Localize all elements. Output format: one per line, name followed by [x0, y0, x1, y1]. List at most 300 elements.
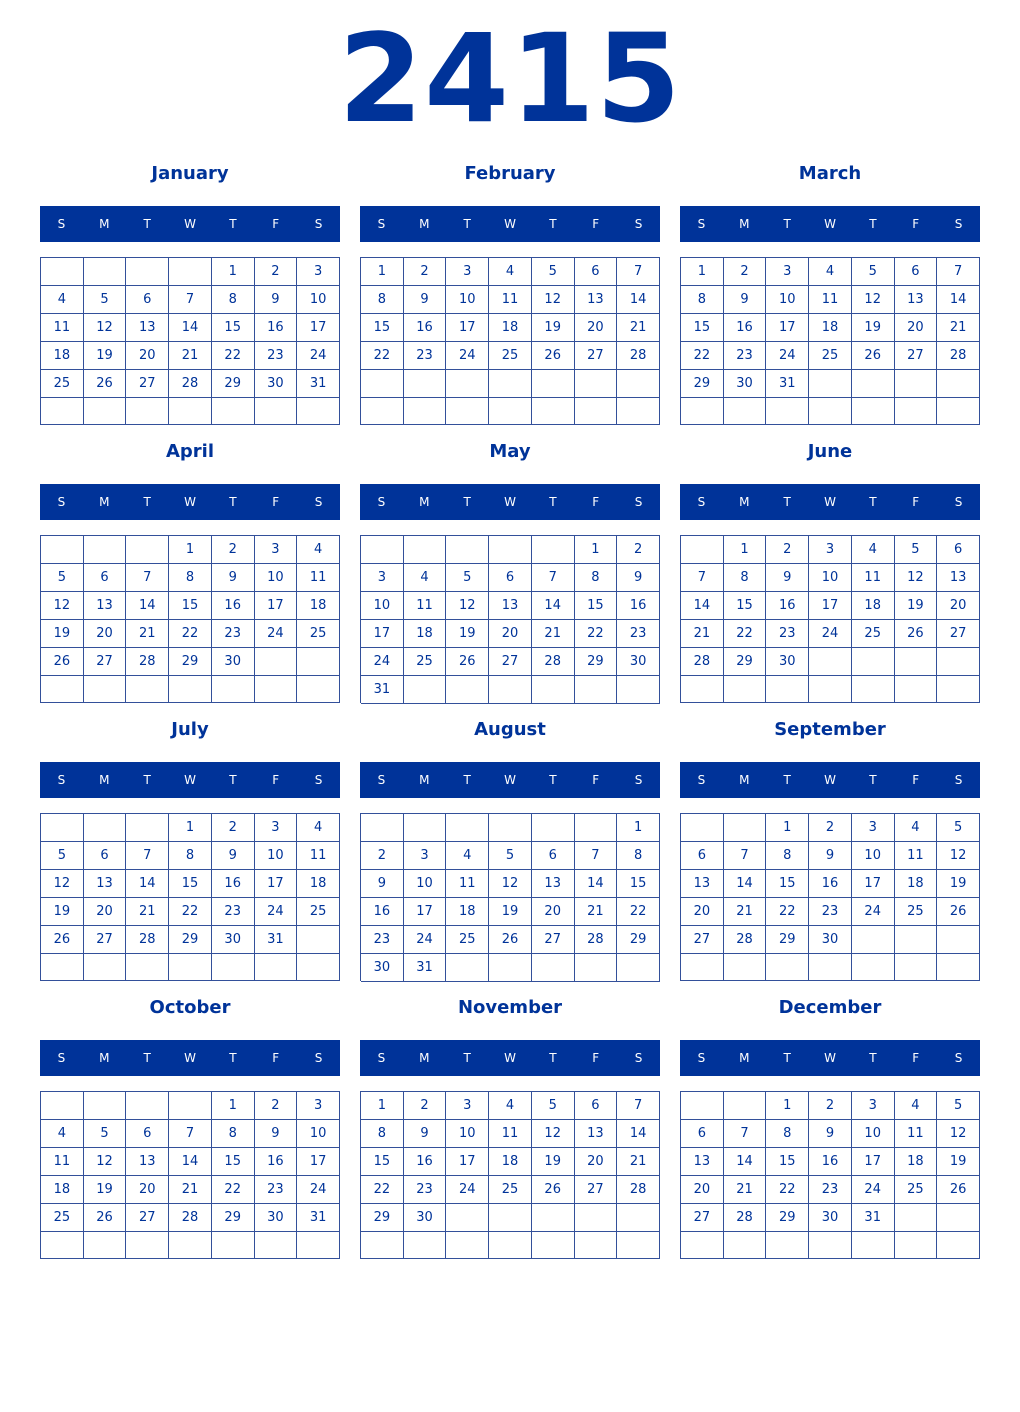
- day-cell: 3: [255, 536, 298, 564]
- weekday-label: W: [504, 773, 516, 787]
- day-cell: 9: [809, 842, 852, 870]
- day-cell: 10: [852, 842, 895, 870]
- day-cell: 29: [212, 370, 255, 398]
- day-cell: 11: [489, 286, 532, 314]
- day-cell: 20: [84, 620, 127, 648]
- day-cell: 1: [724, 536, 767, 564]
- day-cell: 12: [895, 564, 938, 592]
- day-cell: 6: [84, 842, 127, 870]
- weekday-label: M: [739, 773, 750, 787]
- day-cell: 27: [126, 1204, 169, 1232]
- day-cell: [84, 536, 127, 564]
- day-cell: 4: [297, 814, 340, 842]
- day-cell: 17: [809, 592, 852, 620]
- day-cell: 5: [489, 842, 532, 870]
- day-cell: 25: [489, 342, 532, 370]
- day-cell: 6: [532, 842, 575, 870]
- day-cell: [446, 1204, 489, 1232]
- day-cell: [532, 1204, 575, 1232]
- day-cell: [937, 1232, 980, 1259]
- weekday-label: M: [99, 1051, 110, 1065]
- month-name: December: [778, 997, 882, 1018]
- day-cell: [446, 954, 489, 982]
- day-cell: [724, 398, 767, 425]
- day-cell: 12: [41, 592, 84, 620]
- day-cell: 17: [852, 870, 895, 898]
- day-cell: 16: [809, 1148, 852, 1176]
- day-cell: 25: [41, 1204, 84, 1232]
- day-cell: 18: [41, 1176, 84, 1204]
- day-cell: 14: [724, 1148, 767, 1176]
- day-cell: 1: [212, 258, 255, 286]
- weekday-label: F: [592, 495, 600, 509]
- weekday-label: F: [592, 773, 600, 787]
- weekday-label: T: [549, 495, 557, 509]
- day-cell: [724, 1092, 767, 1120]
- day-cell: 28: [575, 926, 618, 954]
- day-cell: [126, 258, 169, 286]
- day-cell: 2: [212, 814, 255, 842]
- day-cell: 1: [169, 536, 212, 564]
- day-cell: 30: [809, 926, 852, 954]
- day-cell: 26: [84, 370, 127, 398]
- day-cell: 11: [41, 314, 84, 342]
- day-cell: [766, 1232, 809, 1259]
- day-cell: 31: [766, 370, 809, 398]
- day-cell: 4: [895, 814, 938, 842]
- day-cell: 9: [255, 1120, 298, 1148]
- year-title: 2415: [338, 8, 682, 150]
- day-cell: [575, 398, 618, 426]
- day-cell: 23: [212, 620, 255, 648]
- day-cell: 18: [404, 620, 447, 648]
- day-cell: 26: [937, 898, 980, 926]
- day-cell: 18: [895, 1148, 938, 1176]
- day-cell: [361, 536, 404, 564]
- day-cell: 15: [212, 314, 255, 342]
- day-cell: [169, 398, 212, 425]
- day-cell: 19: [532, 314, 575, 342]
- day-cell: [404, 814, 447, 842]
- month-name: March: [798, 163, 862, 184]
- day-cell: [404, 370, 447, 398]
- day-cell: [532, 536, 575, 564]
- day-cell: 23: [212, 898, 255, 926]
- weekday-label: T: [143, 217, 151, 231]
- day-cell: [41, 258, 84, 286]
- day-cell: [41, 676, 84, 703]
- day-cell: 25: [809, 342, 852, 370]
- day-cell: 27: [937, 620, 980, 648]
- day-cell: 1: [361, 258, 404, 286]
- day-cell: 24: [255, 620, 298, 648]
- day-cell: [937, 398, 980, 425]
- day-cell: [404, 676, 447, 704]
- day-cell: 28: [724, 1204, 767, 1232]
- day-cell: 29: [169, 648, 212, 676]
- day-cell: 8: [212, 286, 255, 314]
- day-cell: 18: [852, 592, 895, 620]
- day-cell: 8: [724, 564, 767, 592]
- day-cell: [84, 814, 127, 842]
- month-name: May: [489, 441, 531, 462]
- day-cell: 5: [84, 1120, 127, 1148]
- day-cell: 10: [404, 870, 447, 898]
- day-cell: 14: [126, 870, 169, 898]
- weekday-label: F: [912, 773, 920, 787]
- day-cell: 21: [617, 1148, 660, 1176]
- day-cell: 2: [617, 536, 660, 564]
- day-cell: 20: [575, 314, 618, 342]
- day-cell: 2: [724, 258, 767, 286]
- day-cell: 5: [852, 258, 895, 286]
- day-cell: 14: [617, 286, 660, 314]
- day-cell: 22: [724, 620, 767, 648]
- day-cell: 12: [446, 592, 489, 620]
- weekday-label: S: [377, 495, 386, 509]
- day-cell: 22: [681, 342, 724, 370]
- day-cell: 15: [212, 1148, 255, 1176]
- day-cell: [404, 536, 447, 564]
- day-cell: 30: [255, 1204, 298, 1232]
- day-cell: 26: [84, 1204, 127, 1232]
- weekday-label: W: [504, 217, 516, 231]
- day-cell: 6: [895, 258, 938, 286]
- day-cell: 25: [446, 926, 489, 954]
- day-cell: 22: [169, 620, 212, 648]
- day-cell: [489, 676, 532, 704]
- day-cell: [895, 370, 938, 398]
- day-cell: 1: [766, 1092, 809, 1120]
- day-cell: 22: [617, 898, 660, 926]
- day-cell: 28: [617, 1176, 660, 1204]
- day-cell: [489, 398, 532, 426]
- day-cell: 6: [575, 1092, 618, 1120]
- day-cell: [446, 536, 489, 564]
- day-cell: 30: [255, 370, 298, 398]
- day-cell: [809, 954, 852, 981]
- day-cell: 16: [724, 314, 767, 342]
- day-cell: 24: [361, 648, 404, 676]
- day-cell: 29: [361, 1204, 404, 1232]
- day-cell: 30: [212, 926, 255, 954]
- day-cell: 30: [724, 370, 767, 398]
- day-cell: 6: [126, 286, 169, 314]
- day-cell: 10: [446, 286, 489, 314]
- day-cell: 24: [404, 926, 447, 954]
- day-cell: 20: [489, 620, 532, 648]
- weekday-label: T: [463, 495, 471, 509]
- weekday-header: [680, 1040, 980, 1076]
- day-cell: [169, 1232, 212, 1259]
- day-cell: 3: [255, 814, 298, 842]
- weekday-label: F: [272, 1051, 280, 1065]
- day-cell: 4: [404, 564, 447, 592]
- day-cell: 21: [575, 898, 618, 926]
- weekday-header: [360, 484, 660, 520]
- day-cell: 21: [617, 314, 660, 342]
- day-cell: [84, 398, 127, 425]
- day-cell: 14: [169, 1148, 212, 1176]
- weekday-label: F: [272, 217, 280, 231]
- day-cell: 12: [489, 870, 532, 898]
- day-cell: 10: [361, 592, 404, 620]
- day-cell: 13: [489, 592, 532, 620]
- day-cell: 5: [41, 564, 84, 592]
- day-cell: [297, 676, 340, 703]
- day-cell: 11: [809, 286, 852, 314]
- day-cell: 20: [126, 1176, 169, 1204]
- day-cell: 28: [126, 926, 169, 954]
- day-cell: 1: [766, 814, 809, 842]
- day-cell: 24: [766, 342, 809, 370]
- day-cell: 13: [681, 870, 724, 898]
- day-cell: [937, 954, 980, 981]
- day-cell: 3: [852, 814, 895, 842]
- day-cell: 27: [532, 926, 575, 954]
- day-cell: 13: [895, 286, 938, 314]
- day-cell: 18: [446, 898, 489, 926]
- month-name: February: [464, 163, 556, 184]
- day-cell: 27: [84, 926, 127, 954]
- day-cell: [532, 814, 575, 842]
- day-cell: [766, 398, 809, 425]
- day-cell: 29: [169, 926, 212, 954]
- day-cell: [681, 814, 724, 842]
- weekday-label: F: [912, 495, 920, 509]
- day-cell: [724, 1232, 767, 1259]
- month-name: January: [151, 163, 229, 184]
- weekday-label: W: [184, 495, 196, 509]
- day-grid: [40, 1091, 340, 1259]
- day-cell: 7: [575, 842, 618, 870]
- day-cell: 24: [852, 898, 895, 926]
- day-cell: 3: [809, 536, 852, 564]
- weekday-label: T: [783, 217, 791, 231]
- day-cell: 16: [361, 898, 404, 926]
- weekday-header: [680, 206, 980, 242]
- day-cell: 1: [212, 1092, 255, 1120]
- day-cell: 11: [446, 870, 489, 898]
- day-cell: [169, 676, 212, 703]
- day-cell: 16: [212, 870, 255, 898]
- day-cell: [895, 1232, 938, 1259]
- day-cell: 26: [532, 1176, 575, 1204]
- day-cell: 6: [937, 536, 980, 564]
- day-cell: [575, 954, 618, 982]
- weekday-label: M: [739, 217, 750, 231]
- weekday-label: S: [57, 1051, 66, 1065]
- day-cell: 27: [895, 342, 938, 370]
- day-cell: 2: [809, 814, 852, 842]
- day-cell: 30: [766, 648, 809, 676]
- day-cell: 22: [575, 620, 618, 648]
- day-cell: [809, 370, 852, 398]
- day-cell: 17: [766, 314, 809, 342]
- day-cell: [766, 954, 809, 981]
- day-cell: 14: [937, 286, 980, 314]
- day-cell: [446, 370, 489, 398]
- day-cell: 31: [255, 926, 298, 954]
- day-cell: 5: [895, 536, 938, 564]
- day-cell: 11: [297, 564, 340, 592]
- weekday-label: S: [57, 773, 66, 787]
- day-cell: 21: [126, 898, 169, 926]
- weekday-label: T: [463, 1051, 471, 1065]
- day-cell: 7: [169, 1120, 212, 1148]
- day-cell: [937, 1204, 980, 1232]
- day-cell: 21: [169, 342, 212, 370]
- weekday-label: T: [869, 773, 877, 787]
- day-cell: 9: [212, 564, 255, 592]
- day-cell: 19: [532, 1148, 575, 1176]
- day-cell: 13: [84, 870, 127, 898]
- day-cell: [41, 1232, 84, 1259]
- day-cell: 17: [852, 1148, 895, 1176]
- day-cell: [852, 370, 895, 398]
- day-cell: 21: [169, 1176, 212, 1204]
- day-cell: [809, 676, 852, 703]
- day-cell: 21: [724, 1176, 767, 1204]
- day-cell: 12: [84, 1148, 127, 1176]
- day-cell: 25: [297, 898, 340, 926]
- weekday-header: [40, 762, 340, 798]
- weekday-label: S: [697, 1051, 706, 1065]
- day-cell: [255, 954, 298, 981]
- day-cell: 22: [766, 898, 809, 926]
- day-cell: [126, 398, 169, 425]
- day-grid: [680, 535, 980, 703]
- weekday-label: T: [549, 1051, 557, 1065]
- day-cell: [575, 814, 618, 842]
- weekday-label: S: [314, 1051, 323, 1065]
- day-cell: [84, 258, 127, 286]
- day-cell: [532, 676, 575, 704]
- day-cell: 5: [937, 814, 980, 842]
- day-cell: 24: [297, 1176, 340, 1204]
- day-cell: 29: [724, 648, 767, 676]
- day-cell: [681, 536, 724, 564]
- day-cell: [84, 676, 127, 703]
- day-cell: 6: [126, 1120, 169, 1148]
- day-cell: [681, 954, 724, 981]
- weekday-label: T: [783, 773, 791, 787]
- day-cell: 27: [681, 926, 724, 954]
- day-cell: 20: [575, 1148, 618, 1176]
- weekday-label: W: [184, 1051, 196, 1065]
- day-cell: [617, 1204, 660, 1232]
- weekday-label: T: [463, 217, 471, 231]
- day-cell: 13: [681, 1148, 724, 1176]
- month-name: September: [774, 719, 886, 740]
- day-cell: [404, 1232, 447, 1259]
- day-cell: 7: [126, 564, 169, 592]
- day-cell: 26: [446, 648, 489, 676]
- day-cell: 19: [41, 898, 84, 926]
- weekday-label: S: [314, 217, 323, 231]
- day-grid: [40, 257, 340, 425]
- weekday-label: S: [954, 217, 963, 231]
- day-cell: 10: [852, 1120, 895, 1148]
- day-cell: [895, 398, 938, 425]
- weekday-label: T: [143, 773, 151, 787]
- day-cell: 29: [681, 370, 724, 398]
- day-cell: 27: [681, 1204, 724, 1232]
- day-cell: 20: [532, 898, 575, 926]
- day-cell: [895, 676, 938, 703]
- day-cell: 23: [255, 342, 298, 370]
- day-cell: 11: [852, 564, 895, 592]
- day-cell: 2: [255, 258, 298, 286]
- day-cell: 16: [766, 592, 809, 620]
- month-name: August: [474, 719, 546, 740]
- day-cell: 21: [532, 620, 575, 648]
- day-cell: [937, 648, 980, 676]
- day-cell: [937, 676, 980, 703]
- day-cell: 15: [575, 592, 618, 620]
- day-cell: 10: [446, 1120, 489, 1148]
- day-grid: [360, 257, 660, 425]
- day-cell: 21: [126, 620, 169, 648]
- day-cell: 8: [766, 1120, 809, 1148]
- day-cell: 28: [169, 1204, 212, 1232]
- day-cell: 8: [212, 1120, 255, 1148]
- day-cell: 31: [361, 676, 404, 704]
- day-cell: 13: [575, 1120, 618, 1148]
- day-cell: 23: [809, 898, 852, 926]
- day-cell: 18: [809, 314, 852, 342]
- day-cell: 17: [255, 870, 298, 898]
- weekday-label: S: [314, 773, 323, 787]
- weekday-label: S: [954, 495, 963, 509]
- day-cell: 18: [297, 870, 340, 898]
- day-cell: 11: [404, 592, 447, 620]
- day-cell: [489, 1232, 532, 1259]
- day-cell: 28: [532, 648, 575, 676]
- day-cell: 16: [617, 592, 660, 620]
- weekday-label: T: [229, 773, 237, 787]
- weekday-label: M: [99, 217, 110, 231]
- day-cell: 23: [404, 1176, 447, 1204]
- day-cell: 15: [724, 592, 767, 620]
- day-cell: 8: [361, 1120, 404, 1148]
- day-cell: 6: [681, 1120, 724, 1148]
- day-cell: [297, 926, 340, 954]
- day-cell: 1: [617, 814, 660, 842]
- day-cell: [617, 1232, 660, 1259]
- weekday-label: S: [634, 1051, 643, 1065]
- day-cell: [489, 954, 532, 982]
- day-cell: 8: [169, 842, 212, 870]
- day-grid: [360, 1091, 660, 1259]
- day-cell: 9: [766, 564, 809, 592]
- day-cell: 13: [575, 286, 618, 314]
- day-cell: [489, 814, 532, 842]
- day-cell: [126, 954, 169, 981]
- weekday-header: [40, 484, 340, 520]
- day-cell: 9: [255, 286, 298, 314]
- day-cell: [852, 1232, 895, 1259]
- day-cell: 31: [852, 1204, 895, 1232]
- weekday-label: T: [229, 495, 237, 509]
- day-cell: [41, 536, 84, 564]
- weekday-label: M: [419, 773, 430, 787]
- day-cell: 11: [41, 1148, 84, 1176]
- weekday-label: F: [912, 217, 920, 231]
- day-cell: [489, 1204, 532, 1232]
- weekday-label: S: [634, 495, 643, 509]
- weekday-label: T: [869, 1051, 877, 1065]
